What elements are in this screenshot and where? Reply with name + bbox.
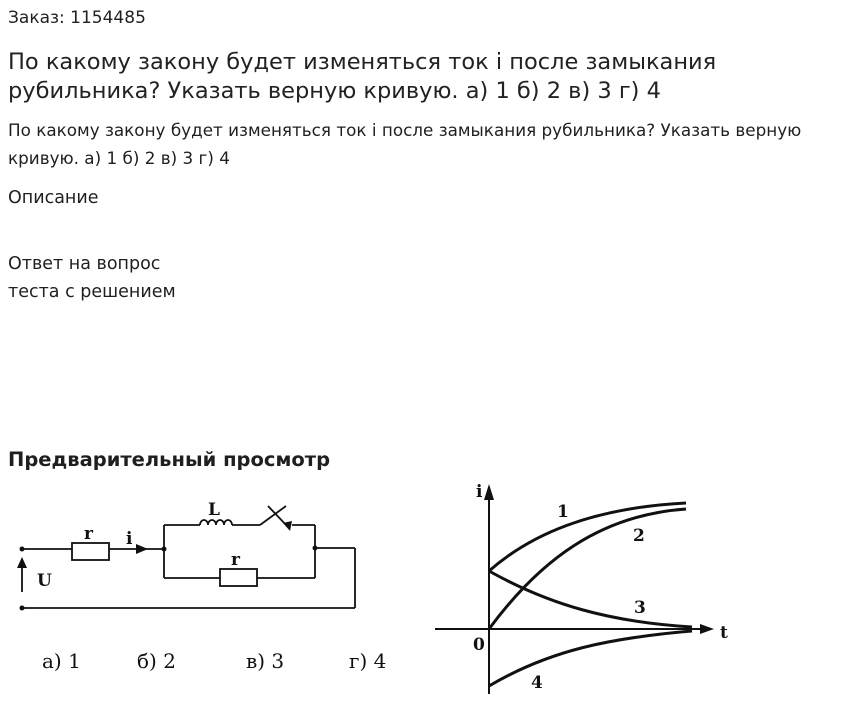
x-axis-arrow <box>700 624 714 634</box>
option-b: б) 2 <box>137 649 176 673</box>
curve-label-2: 2 <box>633 526 645 546</box>
resistor-r2 <box>220 569 257 586</box>
label-r2: r <box>231 550 240 570</box>
y-axis-label: i <box>476 482 483 502</box>
question-text: По какому закону будет изменяться ток i после замыкания рубильника? Указать верную кривую. а) 1 б) 2 в) 3 г) 4 <box>8 120 802 168</box>
preview-heading: Предварительный просмотр <box>8 448 331 471</box>
curve-label-4: 4 <box>531 673 543 693</box>
circuit-diagram <box>22 506 355 608</box>
circuit-markers <box>17 521 318 611</box>
graph-curves <box>489 503 692 686</box>
current-arrow <box>136 544 148 554</box>
description-heading: Описание <box>8 188 99 208</box>
y-axis-arrow <box>484 484 494 500</box>
label-inductor: L <box>208 500 220 520</box>
option-d: г) 4 <box>349 649 387 673</box>
voltage-arrow <box>17 557 27 568</box>
curve-4 <box>489 631 692 686</box>
preview-figure <box>0 478 847 708</box>
page-title: По какому закону будет изменяться ток i после замыкания рубильника? Указать верную кривую. а) 1 б) 2 в) 3 г) 4 <box>8 49 717 104</box>
x-axis-label: t <box>720 623 728 643</box>
curve-label-1: 1 <box>557 502 569 522</box>
order-number: Заказ: 1154485 <box>8 8 146 28</box>
label-r1: r <box>84 524 93 544</box>
label-current: i <box>126 529 133 549</box>
resistor-r1 <box>72 543 109 560</box>
inductor-coil <box>200 520 232 525</box>
description-text: Ответ на вопрос теста с решением <box>8 254 176 302</box>
switch-blade <box>260 506 286 525</box>
origin-label: 0 <box>473 635 485 655</box>
option-c: в) 3 <box>246 649 285 673</box>
curve-3 <box>489 571 692 627</box>
label-voltage: U <box>37 571 52 591</box>
curve-label-3: 3 <box>634 598 646 618</box>
option-a: а) 1 <box>42 649 81 673</box>
